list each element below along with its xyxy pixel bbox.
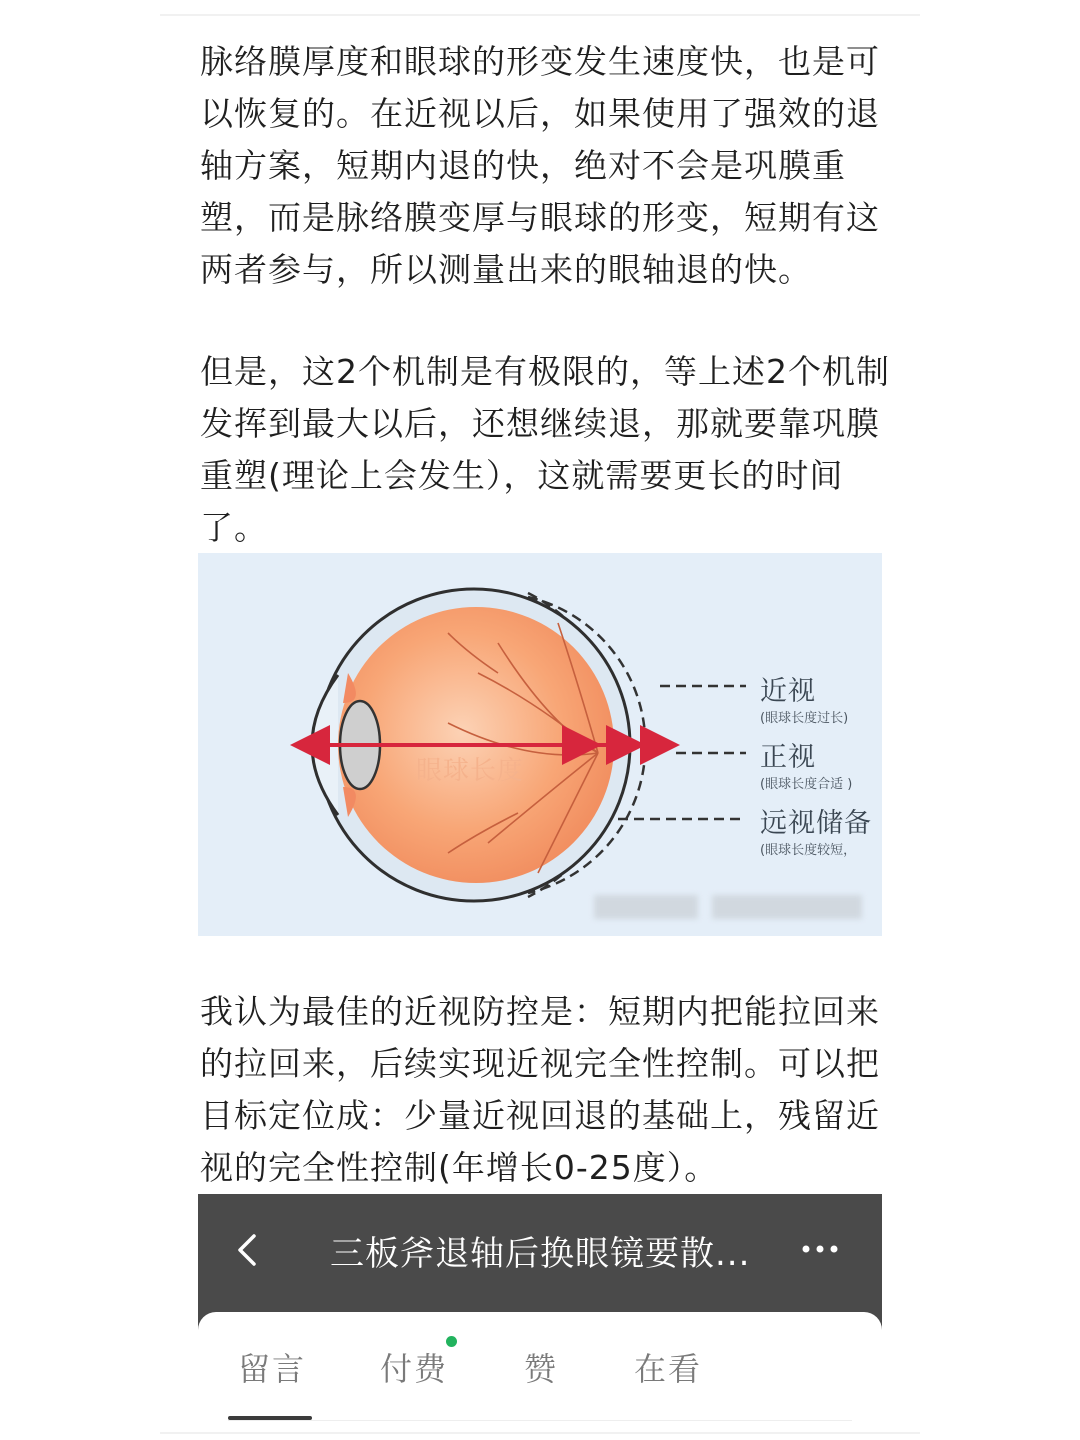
sublabel-myopia: (眼球长度过长) [760, 711, 849, 726]
eye-length-label: 眼球长度 [416, 756, 525, 786]
sublabel-hyperopia-reserve: (眼球长度较短， [760, 843, 857, 858]
active-tab-indicator [228, 1416, 312, 1420]
bottom-divider [160, 1432, 920, 1434]
tab-comments[interactable]: 留言 [238, 1350, 307, 1388]
app-header [198, 1194, 882, 1310]
sublabel-emmetropia: (眼球长度合适 ) [760, 777, 853, 792]
top-divider [160, 14, 920, 16]
more-dots-icon[interactable] [798, 1234, 842, 1264]
eye-diagram [198, 553, 882, 936]
tab-divider [228, 1420, 852, 1421]
app-screenshot-overlay [198, 1194, 882, 1440]
label-emmetropia: 正视 [760, 742, 816, 773]
tab-paid[interactable]: 付费 [380, 1350, 449, 1388]
paragraph-2: 但是，这2个机制是有极限的，等上述2个机制发挥到最大以后，还想继续退，那就要靠巩膜重塑(理论上会发生），这就需要更长的时间了。 [200, 352, 890, 547]
paragraph-3: 我认为最佳的近视防控是：短期内把能拉回来的拉回来，后续实现近视完全性控制。可以把目标定位成：少量近视回退的基础上，残留近视的完全性控制(年增长0-25度）。 [200, 992, 880, 1187]
label-hyperopia-reserve: 远视储备 [760, 808, 872, 839]
app-title: 三板斧退轴后换眼镜要散... [330, 1234, 751, 1274]
label-myopia: 近视 [760, 676, 816, 707]
blurred-watermark-2 [712, 895, 862, 919]
blurred-watermark-1 [594, 895, 698, 919]
tab-like[interactable]: 赞 [524, 1350, 559, 1388]
tab-watching[interactable]: 在看 [634, 1350, 703, 1388]
tab-bar [198, 1312, 882, 1440]
chevron-left-icon[interactable] [230, 1230, 266, 1270]
paragraph-1: 脉络膜厚度和眼球的形变发生速度快，也是可以恢复的。在近视以后，如果使用了强效的退轴方案，短期内退的快，绝对不会是巩膜重塑，而是脉络膜变厚与眼球的形变，短期有这两者参与，所以测量出来的眼轴退的快。 [200, 42, 880, 289]
new-badge-dot [446, 1336, 457, 1347]
